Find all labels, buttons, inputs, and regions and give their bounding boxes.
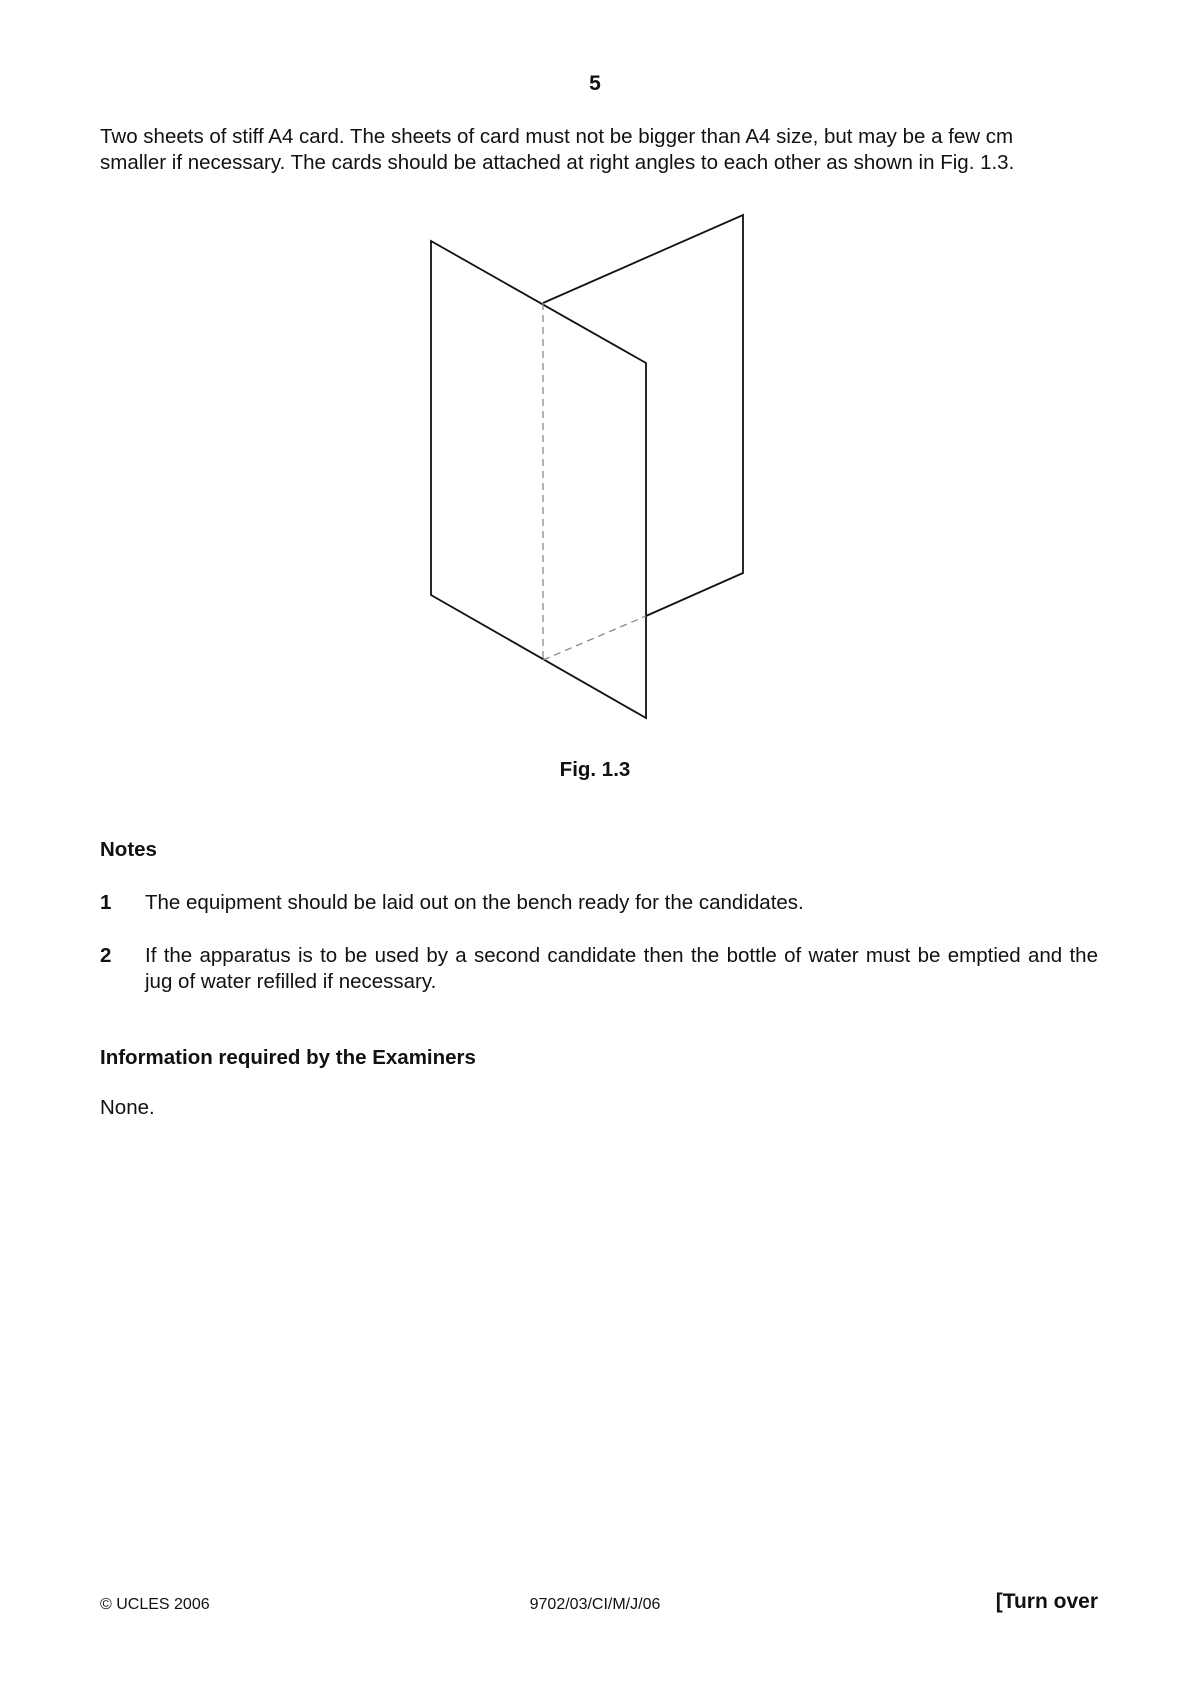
paper-code: 9702/03/CI/M/J/06 (529, 1596, 661, 1613)
hidden-base-line (543, 616, 646, 660)
turn-over-label: [Turn over (995, 1590, 1098, 1613)
figure-caption: Fig. 1.3 (559, 758, 631, 781)
note-number: 1 (100, 891, 112, 914)
note-text: The equipment should be laid out on the bench ready for the candidates. (145, 891, 804, 914)
examiners-text: None. (100, 1096, 155, 1119)
note-item (100, 943, 1098, 995)
intro-line-2: smaller if necessary. The cards should be attached at right angles to each other as shown in Fig. 1.3. (100, 151, 1015, 174)
notes-heading: Notes (100, 838, 157, 861)
card-figure (400, 200, 800, 730)
intro-paragraph (100, 124, 1098, 176)
two-cards-diagram (400, 200, 800, 730)
note-text: If the apparatus is to be used by a second candidate then the bottle of water must be emptied and the jug of water refilled if necessary. (145, 944, 1098, 993)
front-card-outline (431, 241, 646, 718)
back-card-outline (543, 215, 743, 616)
intro-line-1: Two sheets of stiff A4 card. The sheets of card must not be bigger than A4 size, but may be a few cm (100, 125, 1014, 148)
note-number: 2 (100, 944, 112, 967)
examiners-heading: Information required by the Examiners (100, 1046, 476, 1069)
copyright-notice: © UCLES 2006 (100, 1596, 210, 1613)
note-item (100, 890, 1098, 916)
page-number: 5 (589, 72, 601, 95)
